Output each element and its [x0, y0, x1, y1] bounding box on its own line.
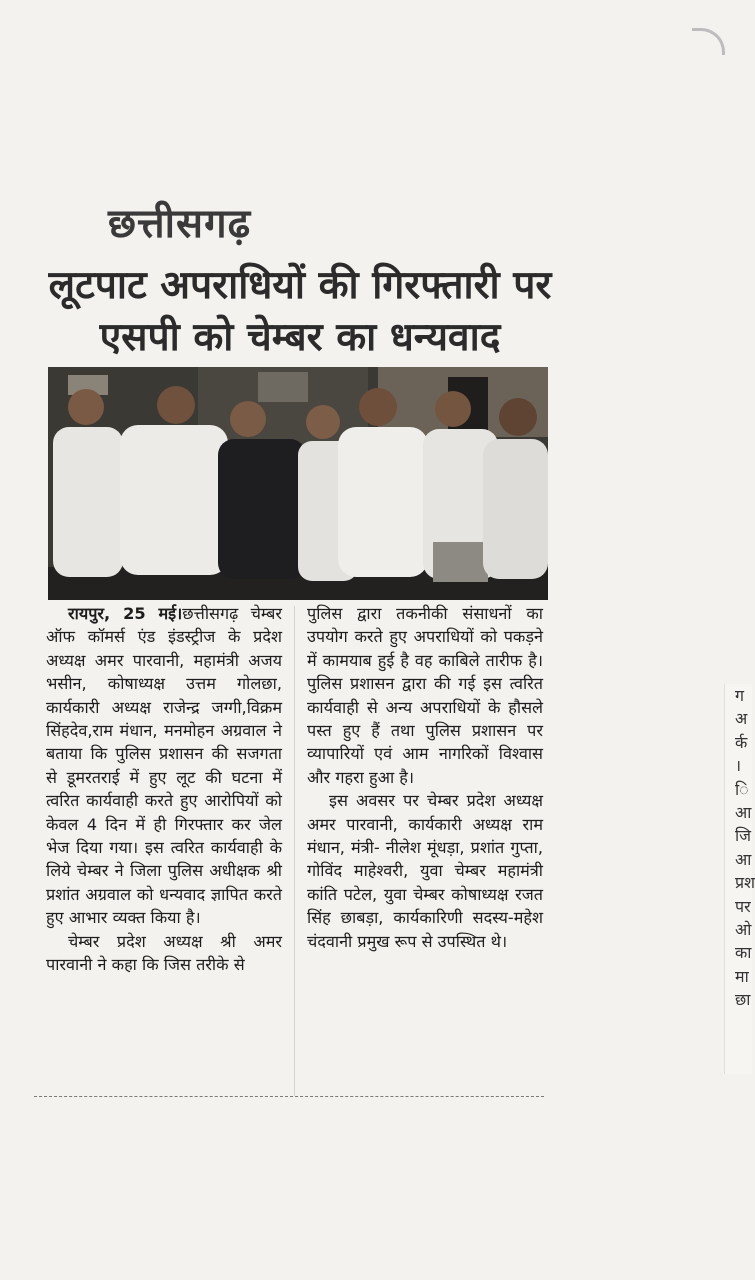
column-divider	[294, 606, 295, 1096]
fragment-line: छा	[735, 990, 751, 1010]
fragment-line: ग	[735, 686, 745, 705]
fragment-line: का	[735, 943, 752, 963]
bottom-rule	[34, 1096, 544, 1097]
group-photo	[48, 367, 548, 600]
article-paragraph	[46, 602, 282, 930]
article-column-left	[46, 602, 282, 977]
dateline: रायपुर, 25 मई।	[68, 604, 183, 623]
fragment-line: अ	[735, 709, 748, 729]
fragment-line: र्क	[735, 732, 748, 752]
fragment-line: ि	[735, 779, 749, 799]
fragment-line: आ	[735, 849, 752, 869]
page-curl	[692, 28, 725, 55]
fragment-line: ओ	[735, 920, 752, 940]
article-paragraph: पुलिस द्वारा तकनीकी संसाधनों का उपयोग करते हुए अपराधियों को पकड़ने में कामयाब हुई है वह काबिले तारीफ है। पुलिस प्रशासन द्वारा की गई इस त्वरित कार्यवाही से अन्य अपराधियों के हौसले पस्त हुए हैं तथा पुलिस प्रशासन पर व्यापारियों एवं आम नागरिकों विश्वास और गहरा हुआ है।	[307, 604, 543, 787]
group-photo-illustration	[48, 367, 548, 600]
fragment-line: मा	[735, 966, 749, 986]
fragment-line: आ	[735, 803, 752, 823]
section-label: छत्तीसगढ़	[108, 201, 252, 247]
adjacent-article-fragment	[724, 684, 755, 1074]
article-text: छत्तीसगढ़ चेम्बर ऑफ कॉमर्स एंड इंडस्ट्रीज के प्रदेश अध्यक्ष अमर पारवानी, महामंत्री अजय भसीन, कोषाध्यक्ष उत्तम गोलछा, कार्यकारी अध्यक्ष राजेन्द्र जग्गी,विक्रम सिंहदेव,राम मंधान, मनमोहन अग्रवाल ने बताया कि पुलिस प्रशासन की सजगता से डूमरतराई में हुए लूट की घटना में त्वरित कार्यवाही करते हुए आरोपियों को केवल 4 दिन में ही गिरफ्तार कर जेल भेज दिया गया। इस त्वरित कार्यवाही के लिये चेम्बर ने जिला पुलिस अधीक्षक श्री प्रशांत अग्रवाल को धन्यवाद ज्ञापित करते हुए आभार व्यक्त किया है।	[46, 604, 282, 928]
article-paragraph: इस अवसर पर चेम्बर प्रदेश अध्यक्ष अमर पारवानी, कार्यकारी अध्यक्ष राम मंधान, मंत्री- नीलेश मूंधड़ा, प्रशांत गुप्ता, गोविंद माहेश्वरी, युवा चेम्बर महामंत्री कांति पटेल, युवा चेम्बर कोषाध्यक्ष रजत सिंह छाबड़ा, कार्यकारिणी सदस्य-महेश चंदवानी प्रमुख रूप से उपस्थित थे।	[307, 791, 543, 951]
fragment-line: ।	[735, 756, 742, 776]
headline-line-1: लूटपाट अपराधियों की गिरफ्तारी पर	[48, 263, 552, 308]
fragment-line: प्रश	[735, 873, 755, 893]
fragment-line: पर	[735, 896, 751, 916]
headline-line-2: एसपी को चेम्बर का धन्यवाद	[99, 315, 501, 360]
article-column-right	[307, 602, 543, 953]
fragment-line: जि	[735, 826, 752, 846]
article-paragraph: चेम्बर प्रदेश अध्यक्ष श्री अमर पारवानी ने कहा कि जिस तरीके से	[46, 931, 282, 975]
